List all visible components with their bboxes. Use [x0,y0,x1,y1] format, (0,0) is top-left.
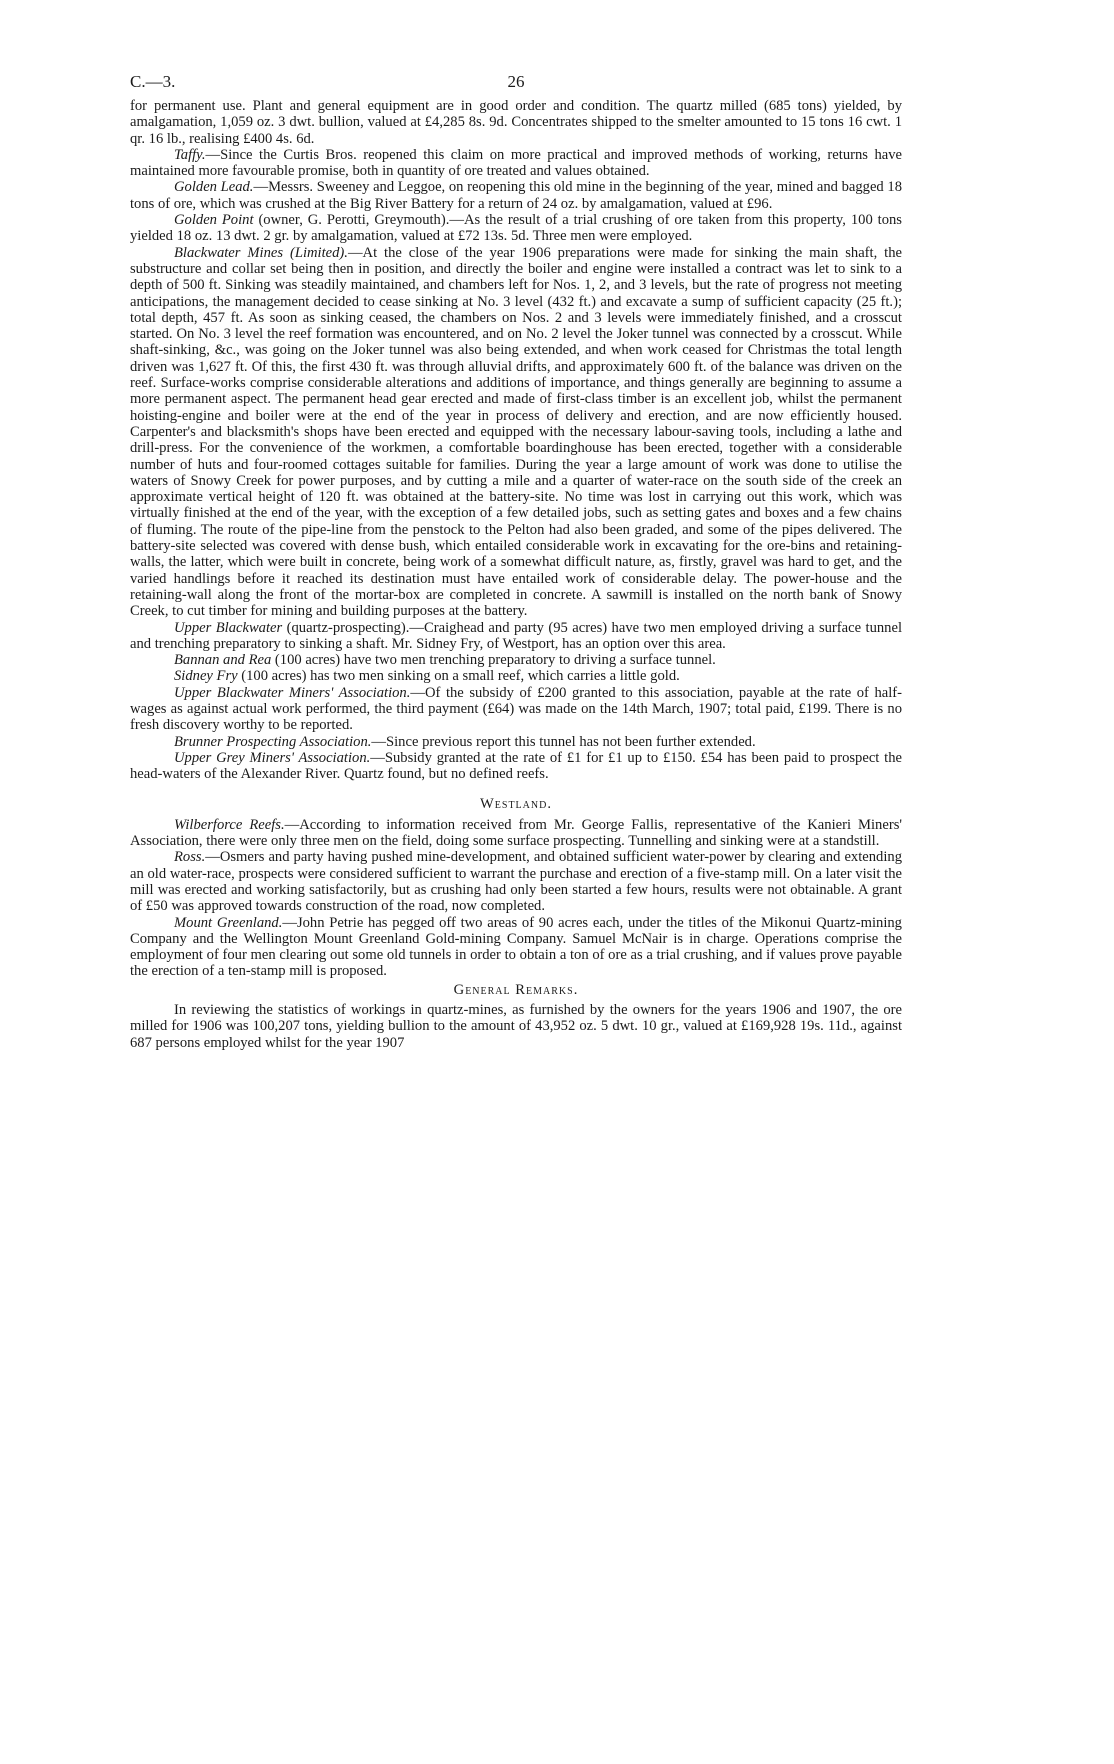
page-header [130,70,902,98]
section-heading-westland: Westland. [480,796,552,813]
paragraph-sidney-fry: Sidney Fry (100 acres) has two men sinking on a small reef, which carries a little gold. [174,668,680,685]
paragraph-ross: Ross.—Osmers and party having pushed mine-development, and obtained sufficient water-power by clearing and extending an old water-race, prospects were considered sufficient to warrant the purchase and erection of a five-stamp mill. On a later visit the mill was erected and working satisfactorily, but as crushing had only been started a few hours, results were not obtainable. A grant of £50 was approved towards construction of the road, now completed. [130,849,902,915]
paragraph-mount-greenland: Mount Greenland.—John Petrie has pegged off two areas of 90 acres each, under the titles of the Mikonui Quartz-mining Company and the Wellington Mount Greenland Gold-mining Company. Samuel McNair is in charge. Operations comprise the employment of four men clearing out some old tunnels in order to obtain a ton of ore as a trial crushing, and if values prove payable the erection of a ten-stamp mill is proposed. [130,914,902,980]
paragraph-upper-blackwater-miners: Upper Blackwater Miners' Association.—Of the subsidy of £200 granted to this association, payable at the rate of half-wages as against actual work performed, the third payment (£64) was made on the 14th March, 1907; total paid, £199. There is no fresh discovery worthy to be reported. [130,684,902,734]
paragraph-upper-grey: Upper Grey Miners' Association.—Subsidy granted at the rate of £1 for £1 up to £150. £54 has been paid to prospect the head-waters of the Alexander River. Quartz found, but no defined reefs. [130,749,902,783]
paragraph-golden-lead: Golden Lead.—Messrs. Sweeney and Leggoe, on reopening this old mine in the beginning of the year, mined and bagged 18 tons of ore, which was crushed at the Big River Battery for a return of 24 oz. by amalgamation, valued at £96. [130,179,902,212]
paragraph-upper-blackwater: Upper Blackwater (quartz-prospecting).—Craighead and party (95 acres) have two men employed driving a surface tunnel and trenching preparatory to sinking a shaft. Mr. Sidney Fry, of Westport, has an option over this area. [130,619,903,652]
paragraph-golden-point: Golden Point (owner, G. Perotti, Greymouth).—As the result of a trial crushing of ore taken from this property, 100 tons yielded 18 oz. 13 dwt. 2 gr. by amalgamation, valued at £72 13s. 5d. Three men were employed. [130,212,902,245]
document-reference: C.—3. [130,72,176,91]
paragraph-wilberforce: Wilberforce Reefs.—According to information received from Mr. George Fallis, representative of the Kanieri Miners' Association, there were only three men on the field, doing some surface prospecting. Tunnelling and sinking were at a standstill. [130,816,902,850]
paragraph-bannan-and-rea: Bannan and Rea (100 acres) have two men trenching preparatory to driving a surface tunnel. [174,652,716,669]
document-page [130,70,902,1051]
paragraph-brunner: Brunner Prospecting Association.—Since previous report this tunnel has not been further extended. [174,733,756,750]
paragraph-taffy: Taffy.—Since the Curtis Bros. reopened this claim on more practical and improved methods of working, returns have maintained more favourable promise, both in quantity of ore treated and values obtained. [130,146,902,180]
paragraph-general-remarks: In reviewing the statistics of workings in quartz-mines, as furnished by the owners for the years 1906 and 1907, the ore milled for 1906 was 100,207 tons, yielding bullion to the amount of 43,952 oz. 5 dwt. 10 gr., valued at £169,928 19s. 11d., against 687 persons employed whilst for the year 1907 [130,1002,902,1051]
section-heading-general-remarks: General Remarks. [453,981,579,998]
page-number: 26 [507,72,525,91]
paragraph: for permanent use. Plant and general equipment are in good order and condition. The quartz milled (685 tons) yielded, by amalgamation, 1,059 oz. 3 dwt. bullion, valued at £4,285 8s. 9d. Concentrates shipped to the smelter amounted to 15 tons 16 cwt. 1 qr. 16 lb., realising £400 4s. 6d. [130,98,902,147]
paragraph-blackwater-mines: Blackwater Mines (Limited).—At the close of the year 1906 preparations were made for sinking the main shaft, the substructure and collar set being then in position, and directly the boiler and engine were installed a contract was let to sink to a depth of 500 ft. Sinking was steadily maintained, and chambers left for Nos. 1, 2, and 3 levels, but the rate of progress not meeting anticipations, the management decided to cease sinking at No. 3 level (432 ft.) and excavate a sump of sufficient capacity (25 ft.); total depth, 457 ft. As soon as sinking ceased, the chambers on Nos. 2 and 3 levels were immediately finished, and a crosscut started. On No. 3 level the reef formation was encountered, and on No. 2 level the Joker tunnel was connected by a crosscut. While shaft-sinking, &c., was going on the Joker tunnel was also being extended, and when work ceased for Christmas the total length driven was 1,627 ft. Of this, the first 430 ft. was through alluvial drifts, and approximately 600 ft. of the balance was driven on the reef. Surface-works comprise considerable alterations and additions of importance, and things generally are beginning to assume a more permanent aspect. The permanent head gear erected and made of first-class timber is an excellent job, whilst the permanent hoisting-engine and boiler were at the end of the year in process of delivery and erection, and are now efficiently housed. Carpenter's and blacksmith's shops have been erected and equipped with the necessary labour-saving tools, including a lathe and drill-press. For the convenience of the workmen, a comfortable boardinghouse has been erected, together with a considerable number of huts and four-roomed cottages suitable for families. During the year a large amount of work was done to utilise the waters of Snowy Creek for power purposes, and by cutting a mile and a quarter of water-race on the south side of the creek an approximate vertical height of 120 ft. was obtained at the battery-site. No time was lost in carrying out this work, which was virtually finished at the end of the year, with the exception of a few detailed jobs, such as setting gates and boxes and a few chains of fluming. The route of the pipe-line from the penstock to the Pelton had also been graded, and some of the pipes delivered. The battery-site selected was covered with dense bush, which entailed considerable work in excavating for the ore-bins and retaining-walls, the latter, which were built in concrete, being work of a somewhat difficult nature, as, firstly, gravel was hard to get, and the varied handlings before it reached its destination must have entailed work of considerable delay. The power-house and the retaining-wall along the front of the mortar-box are completed in concrete. A sawmill is installed on the north bank of Snowy Creek, to cut timber for mining and building purposes at the battery. [130,244,902,620]
